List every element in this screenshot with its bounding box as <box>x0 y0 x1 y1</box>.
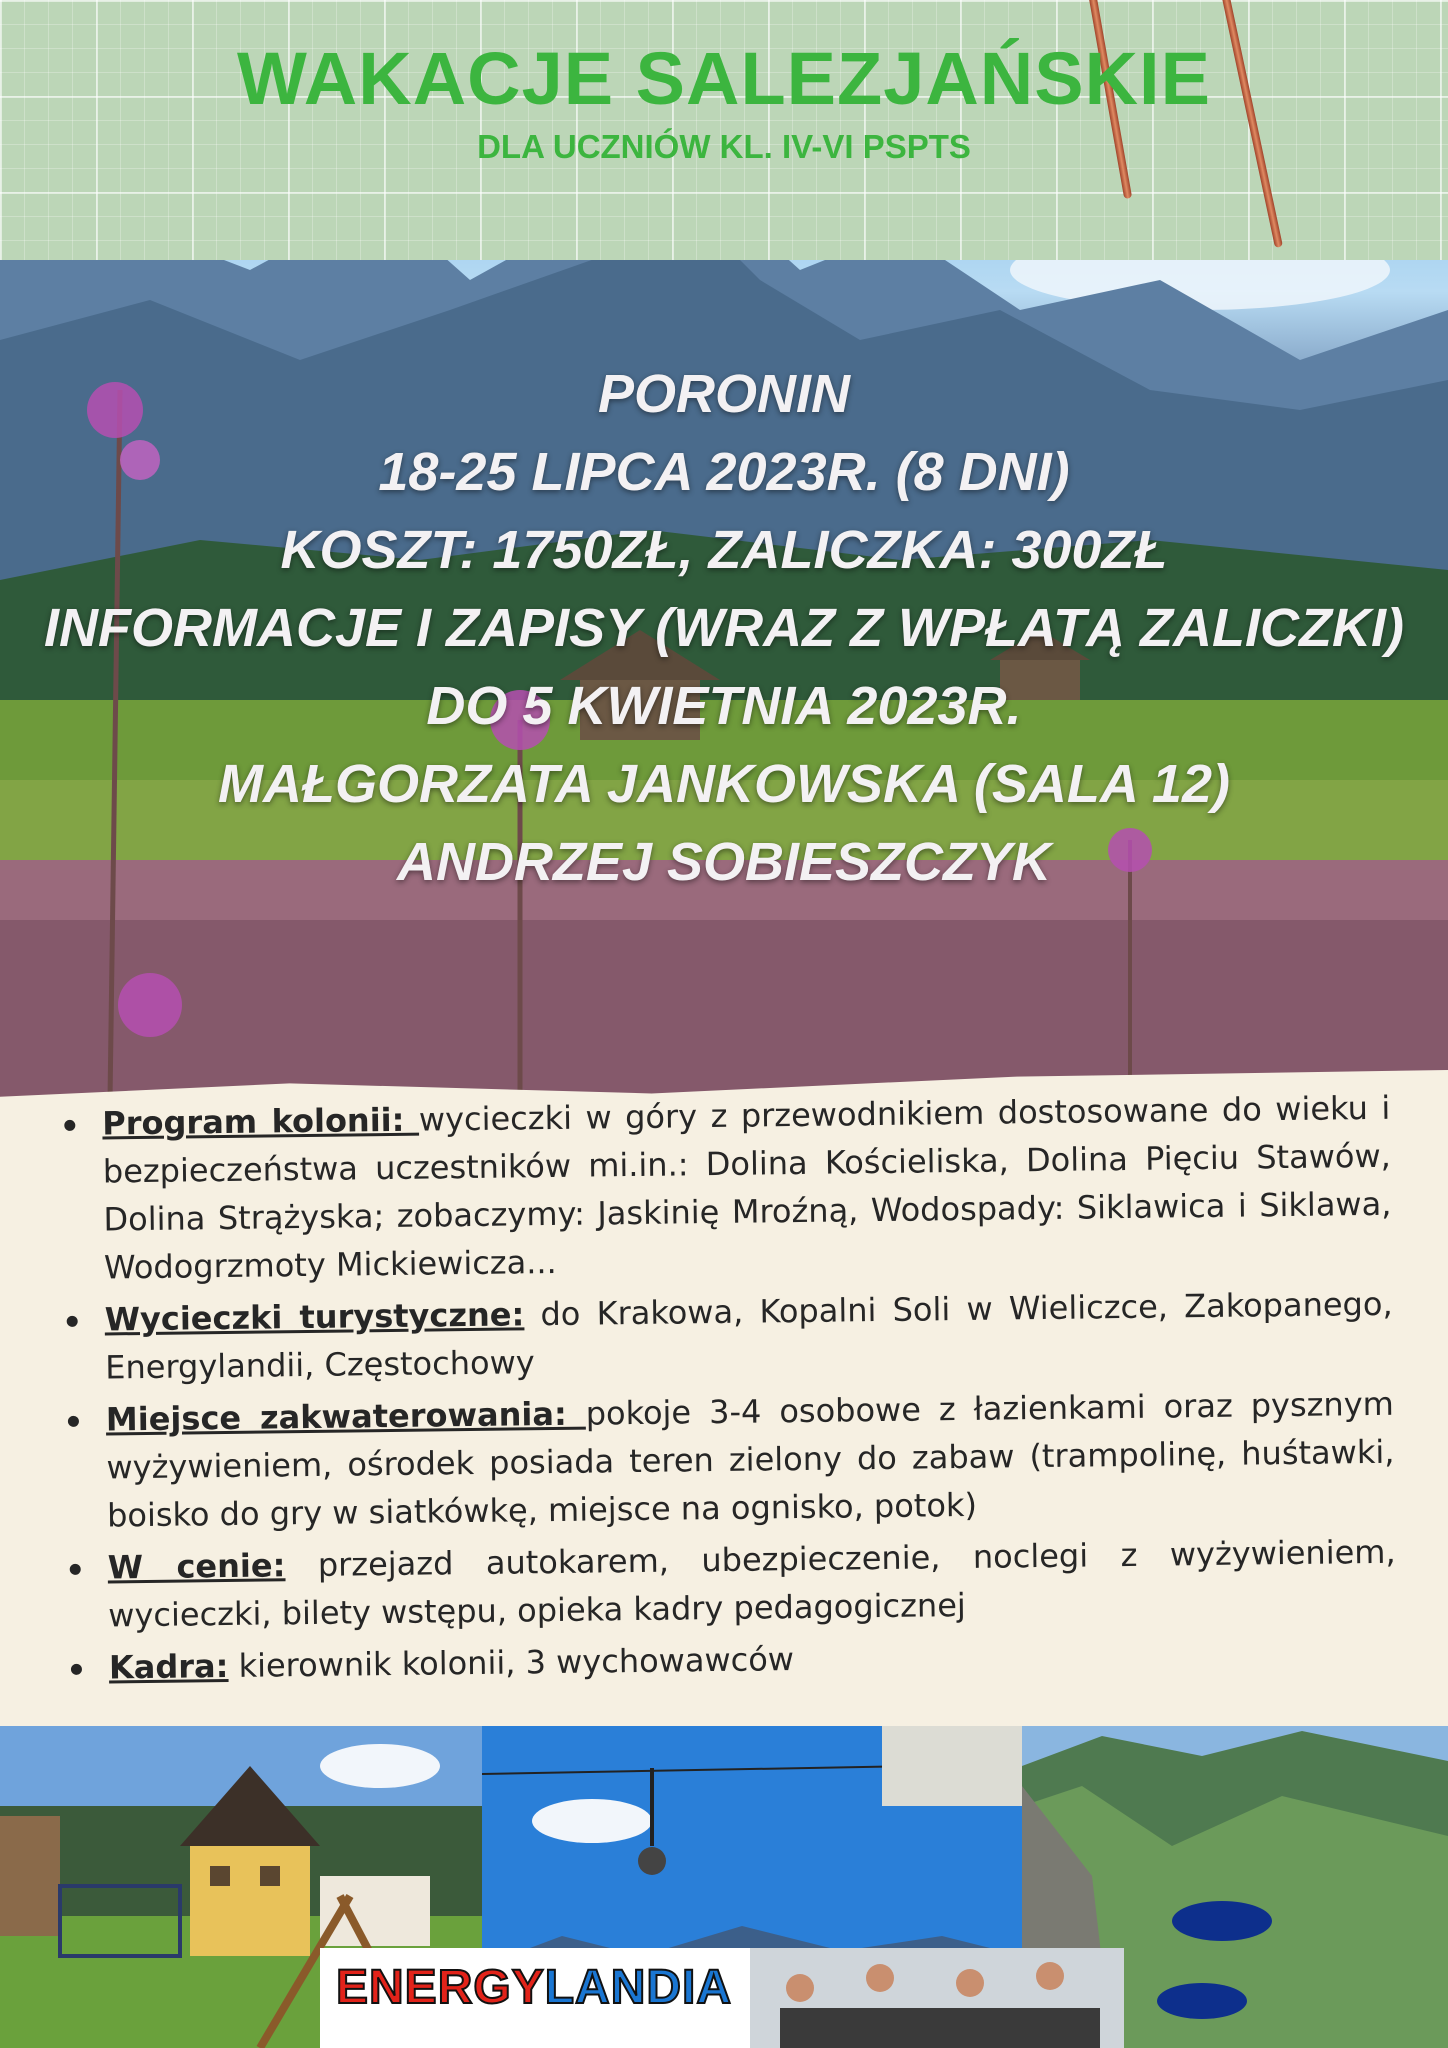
bullet-icon <box>67 1316 78 1327</box>
event-deadline: DO 5 KWIETNIA 2023R. <box>426 676 1022 736</box>
bullet-icon <box>71 1664 82 1675</box>
item-text: do Krakowa, Kopalni Soli w Wieliczce, Zakopanego, Energylandii, Częstochowy <box>105 1284 1393 1387</box>
item-label: Miejsce zakwaterowania: <box>105 1394 586 1439</box>
item-label: W cenie: <box>107 1546 286 1587</box>
item-text: wycieczki w góry z przewodnikiem dostosowane do wieku i bezpieczeństwa uczestników mi.in.: Dolina Kościeliska, Dolina Pięciu Stawów, Dolina Strążyska; zobaczymy: Jaskinię Mroźną, Wodospady: Siklawica i Siklawa, Wodogrzmoty Mickiewicza... <box>102 1088 1392 1287</box>
list-item-program <box>60 1084 1392 1292</box>
list-item-trips <box>62 1280 1393 1392</box>
bullet-icon <box>68 1416 79 1427</box>
list-item-accommodation <box>64 1380 1396 1540</box>
item-label: Wycieczki turystyczne: <box>104 1295 525 1339</box>
item-text: pokoje 3-4 osobowe z łazienkami oraz pysznym wyżywieniem, ośrodek posiada teren zielony do zabaw (trampolinę, huśtawki, boisko do gry w siatkówkę, miejsce na ognisko, potok) <box>106 1384 1395 1535</box>
event-cost: KOSZT: 1750ZŁ, ZALICZKA: 300ZŁ <box>280 520 1168 580</box>
event-registration-info: INFORMACJE I ZAPISY (WRAZ Z WPŁATĄ ZALICZKI) <box>44 598 1404 658</box>
poster-subtitle: DLA UCZNIÓW KL. IV-VI PSPTS <box>477 128 971 165</box>
energylandia-banner <box>320 1948 1124 2048</box>
bullet-icon <box>70 1564 81 1575</box>
event-contact-1: MAŁGORZATA JANKOWSKA (SALA 12) <box>218 754 1230 814</box>
list-item-price-includes <box>65 1528 1396 1640</box>
event-details <box>0 355 1448 901</box>
item-label: Kadra: <box>108 1646 229 1687</box>
item-label: Program kolonii: <box>102 1100 420 1143</box>
event-location: PORONIN <box>597 364 851 424</box>
roller-coaster-riders-illustration <box>320 1948 1124 2048</box>
poster-title: WAKACJE SALEZJAŃSKIE <box>237 37 1211 120</box>
item-text: kierownik kolonii, 3 wychowawców <box>228 1640 795 1685</box>
bullet-icon <box>64 1120 75 1131</box>
event-dates: 18-25 LIPCA 2023R. (8 DNI) <box>378 442 1070 502</box>
info-list <box>60 1084 1397 1696</box>
item-text: przejazd autokarem, ubezpieczenie, noclegi z wyżywieniem, wycieczki, bilety wstępu, opieka kadry pedagogicznej <box>108 1532 1396 1635</box>
energylandia-logo: ENERGYLANDIA <box>336 1961 733 2014</box>
event-contact-2: ANDRZEJ SOBIESZCZYK <box>396 832 1052 892</box>
